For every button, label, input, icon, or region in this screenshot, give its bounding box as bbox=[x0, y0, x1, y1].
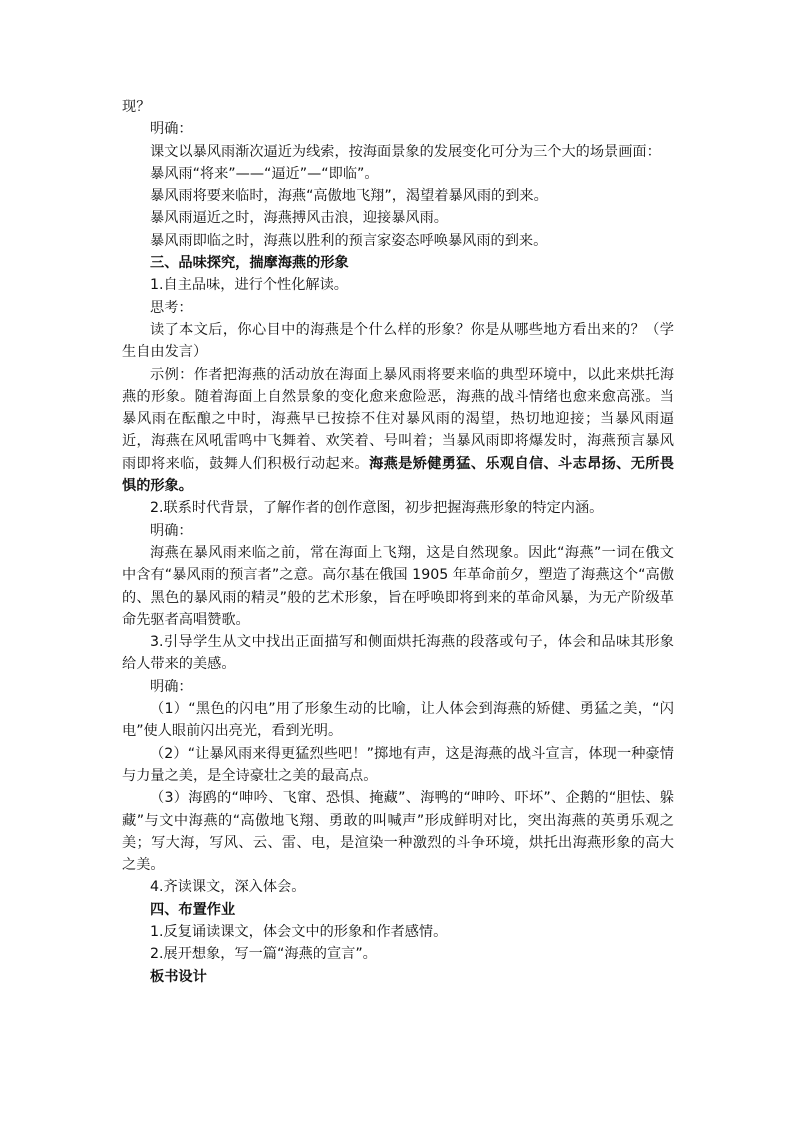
paragraph: （3）海鸥的“呻吟、飞窜、恐惧、掩藏”、海鸭的“呻吟、吓坏”、企鹅的“胆怯、躲藏”与文中海燕的“高傲地飞翔、勇敢的叫喊声”形成鲜明对比，突出海燕的英勇乐观之美；写大海，写风、云、雷、电，是渲染一种激烈的斗争环境，烘托出海燕形象的高大之美。 bbox=[122, 790, 674, 874]
list-item: 2.联系时代背景，了解作者的创作意图，初步把握海燕形象的特定内涵。 bbox=[150, 500, 604, 517]
label-mingque: 明确： bbox=[150, 522, 193, 539]
text-line: 暴风雨“将来”——“逼近”—“即临”。 bbox=[150, 165, 379, 182]
example-conclusion: 海燕是矫健勇猛、乐观自信、斗志昂扬、无所畏惧的形象。 bbox=[122, 455, 674, 495]
section-heading: 板书设计 bbox=[150, 968, 207, 985]
document-page bbox=[122, 96, 674, 988]
label-sikao: 思考： bbox=[150, 299, 193, 316]
label-mingque: 明确： bbox=[150, 121, 193, 138]
paragraph: 海燕在暴风雨来临之前，常在海面上飞翔，这是自然现象。因此“海燕”一词在俄文中含有“暴风雨的预言者”之意。高尔基在俄国 1905 年革命前夕，塑造了海燕这个“高傲的、黑色的暴风雨的精灵”般的艺术形象，旨在呼唤即将到来的革命风暴，为无产阶级革命先驱者高唱赞歌。 bbox=[122, 544, 674, 628]
list-item: 1.反复诵读课文，体会文中的形象和作者感情。 bbox=[150, 923, 448, 940]
text-line: 暴风雨逼近之时，海燕搏风击浪，迎接暴风雨。 bbox=[150, 210, 448, 227]
list-item: 3.引导学生从文中找出正面描写和侧面烘托海燕的段落或句子，体会和品味其形象给人带来的美感。 bbox=[122, 634, 674, 673]
paragraph: 课文以暴风雨渐次逼近为线索，按海面景象的发展变化可分为三个大的场景画面： bbox=[150, 143, 661, 160]
example-text: 示例：作者把海燕的活动放在海面上暴风雨将要来临的典型环境中，以此来烘托海燕的形象。随着海面上自然景象的变化愈来愈险恶，海燕的战斗情绪也愈来愈高涨。当暴风雨在酝酿之中时，海燕早已按捺不住对暴风雨的渴望，热切地迎接；当暴风雨逼近，海燕在风吼雷鸣中飞舞着、欢笑着、号叫着；当暴风雨即将爆发时，海燕预言暴风雨即将来临，鼓舞人们积极行动起来。 bbox=[122, 366, 674, 472]
text-line: 暴风雨将要来临时，海燕“高傲地飞翔”，渴望着暴风雨的到来。 bbox=[150, 188, 548, 205]
paragraph: 读了本文后，你心目中的海燕是个什么样的形象？你是从哪些地方看出来的？（学生自由发言） bbox=[122, 321, 674, 361]
list-item: 2.展开想象，写一篇“海燕的宣言”。 bbox=[150, 946, 377, 963]
paragraph: （2）“让暴风雨来得更猛烈些吧！”掷地有声，这是海燕的战斗宣言，体现一种豪情与力量之美，是全诗豪壮之美的最高点。 bbox=[122, 745, 674, 784]
list-item: 1.自主品味，进行个性化解读。 bbox=[150, 277, 348, 294]
paragraph: （1）“黑色的闪电”用了形象生动的比喻，让人体会到海燕的矫健、勇猛之美，“闪电”使人眼前闪出亮光，看到光明。 bbox=[122, 701, 674, 740]
section-heading: 三、品味探究，揣摩海燕的形象 bbox=[150, 255, 349, 272]
text-line: 暴风雨即临之时，海燕以胜利的预言家姿态呼唤暴风雨的到来。 bbox=[150, 232, 548, 249]
section-heading: 四、布置作业 bbox=[150, 901, 236, 918]
list-item: 4.齐读课文，深入体会。 bbox=[150, 879, 306, 896]
text-line: 现？ bbox=[122, 99, 151, 115]
paragraph-example bbox=[122, 364, 674, 498]
label-mingque: 明确： bbox=[150, 678, 193, 695]
